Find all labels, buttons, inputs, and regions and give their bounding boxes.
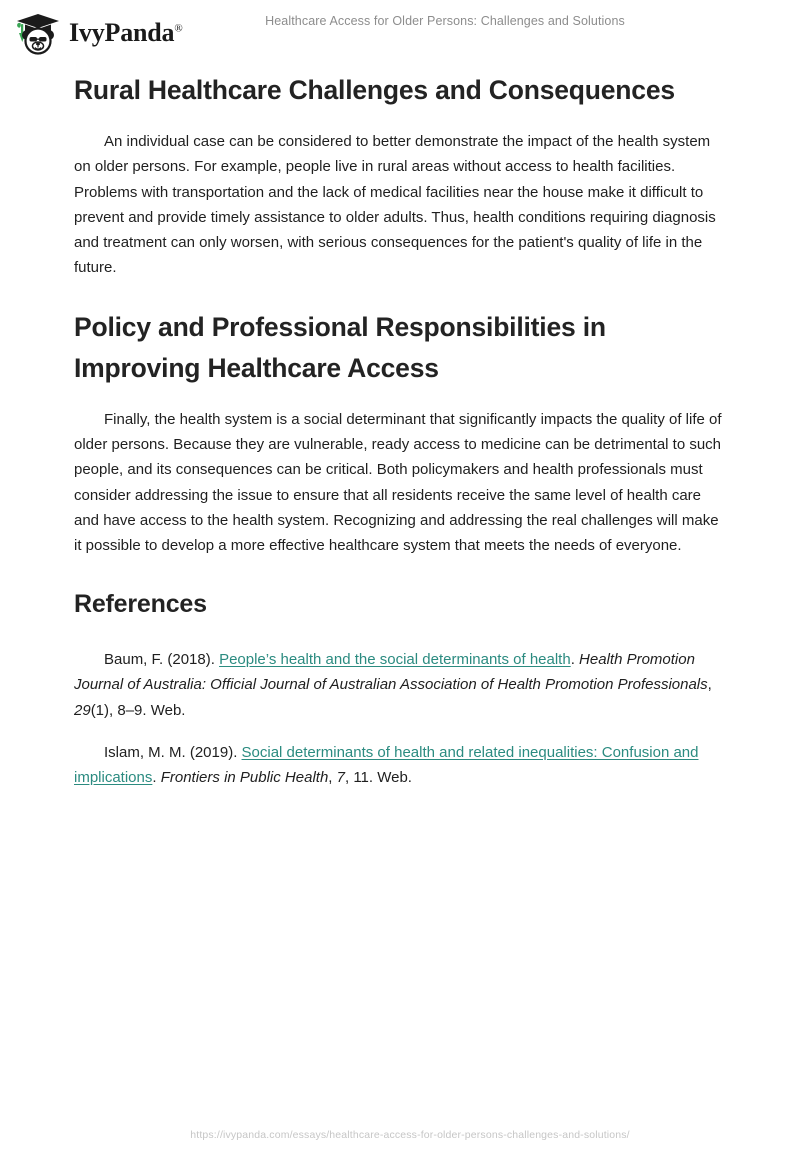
references-heading: References <box>74 590 207 619</box>
footer-url[interactable]: https://ivypanda.com/essays/healthcare-access-for-older-persons-challenges-and-solutions/ <box>190 1129 630 1141</box>
spacer <box>74 723 724 740</box>
registered-mark: ® <box>174 22 183 35</box>
reference-volume: 7 <box>336 769 345 787</box>
spacer <box>74 388 724 407</box>
brand-name-text: IvyPanda <box>69 18 175 47</box>
reference-source: Health Promotion Journal of Australia: Official Journal of Australian Association of Health Promotion Professionals <box>74 651 708 694</box>
reference-separator: , <box>328 769 337 787</box>
reference-entry <box>74 647 724 723</box>
reference-author-year: Islam, M. M. (2019). <box>104 743 242 761</box>
section-paragraph-rural: An individual case can be considered to better demonstrate the impact of the health system on older persons. For example, people live in rural areas without access to health facilities. Problems with transportation and the lack of medical facilities near the house make it difficult to prevent and provide timely assistance to older adults. Thus, health conditions requiring diagnosis and treatment can only worsen, with serious consequences for the patient's quality of life in the future. <box>74 133 716 277</box>
spacer <box>74 110 724 129</box>
reference-author-year: Baum, F. (2018). <box>104 651 220 669</box>
spacer <box>74 623 724 647</box>
reference-punctuation: . <box>570 651 580 669</box>
reference-punctuation: . <box>152 769 161 787</box>
running-head-title: Healthcare Access for Older Persons: Challenges and Solutions <box>265 14 625 28</box>
reference-volume: 29 <box>74 701 91 719</box>
reference-title-link[interactable]: Social determinants of health and related inequalities: Confusion and implications <box>74 743 699 787</box>
document-body <box>74 70 724 790</box>
section-heading-policy: Policy and Professional Responsibilities in Improving Healthcare Access <box>74 312 606 383</box>
reference-pages: (1), 8–9. Web. <box>90 701 186 719</box>
page-header <box>0 0 800 62</box>
reference-pages: , 11. Web. <box>344 769 412 787</box>
reference-source: Frontiers in Public Health <box>160 769 329 787</box>
section-heading-rural: Rural Healthcare Challenges and Consequences <box>74 75 675 105</box>
spacer <box>74 558 724 585</box>
spacer <box>74 280 724 307</box>
reference-entry <box>74 740 724 790</box>
reference-separator: , <box>707 676 712 694</box>
section-paragraph-policy: Finally, the health system is a social determinant that significantly impacts the quality of life of older persons. Because they are vulnerable, ready access to medicine can be detrimental to such people, and its consequences can be critical. Both policymakers and health professionals must consider addressing the issue to ensure that all residents receive the same level of health care and have access to the health system. Recognizing and addressing the real challenges will make it possible to develop a more effective healthcare system that meets the needs of everyone. <box>74 411 722 555</box>
reference-title-link[interactable]: People’s health and the social determinants of health <box>219 651 571 669</box>
